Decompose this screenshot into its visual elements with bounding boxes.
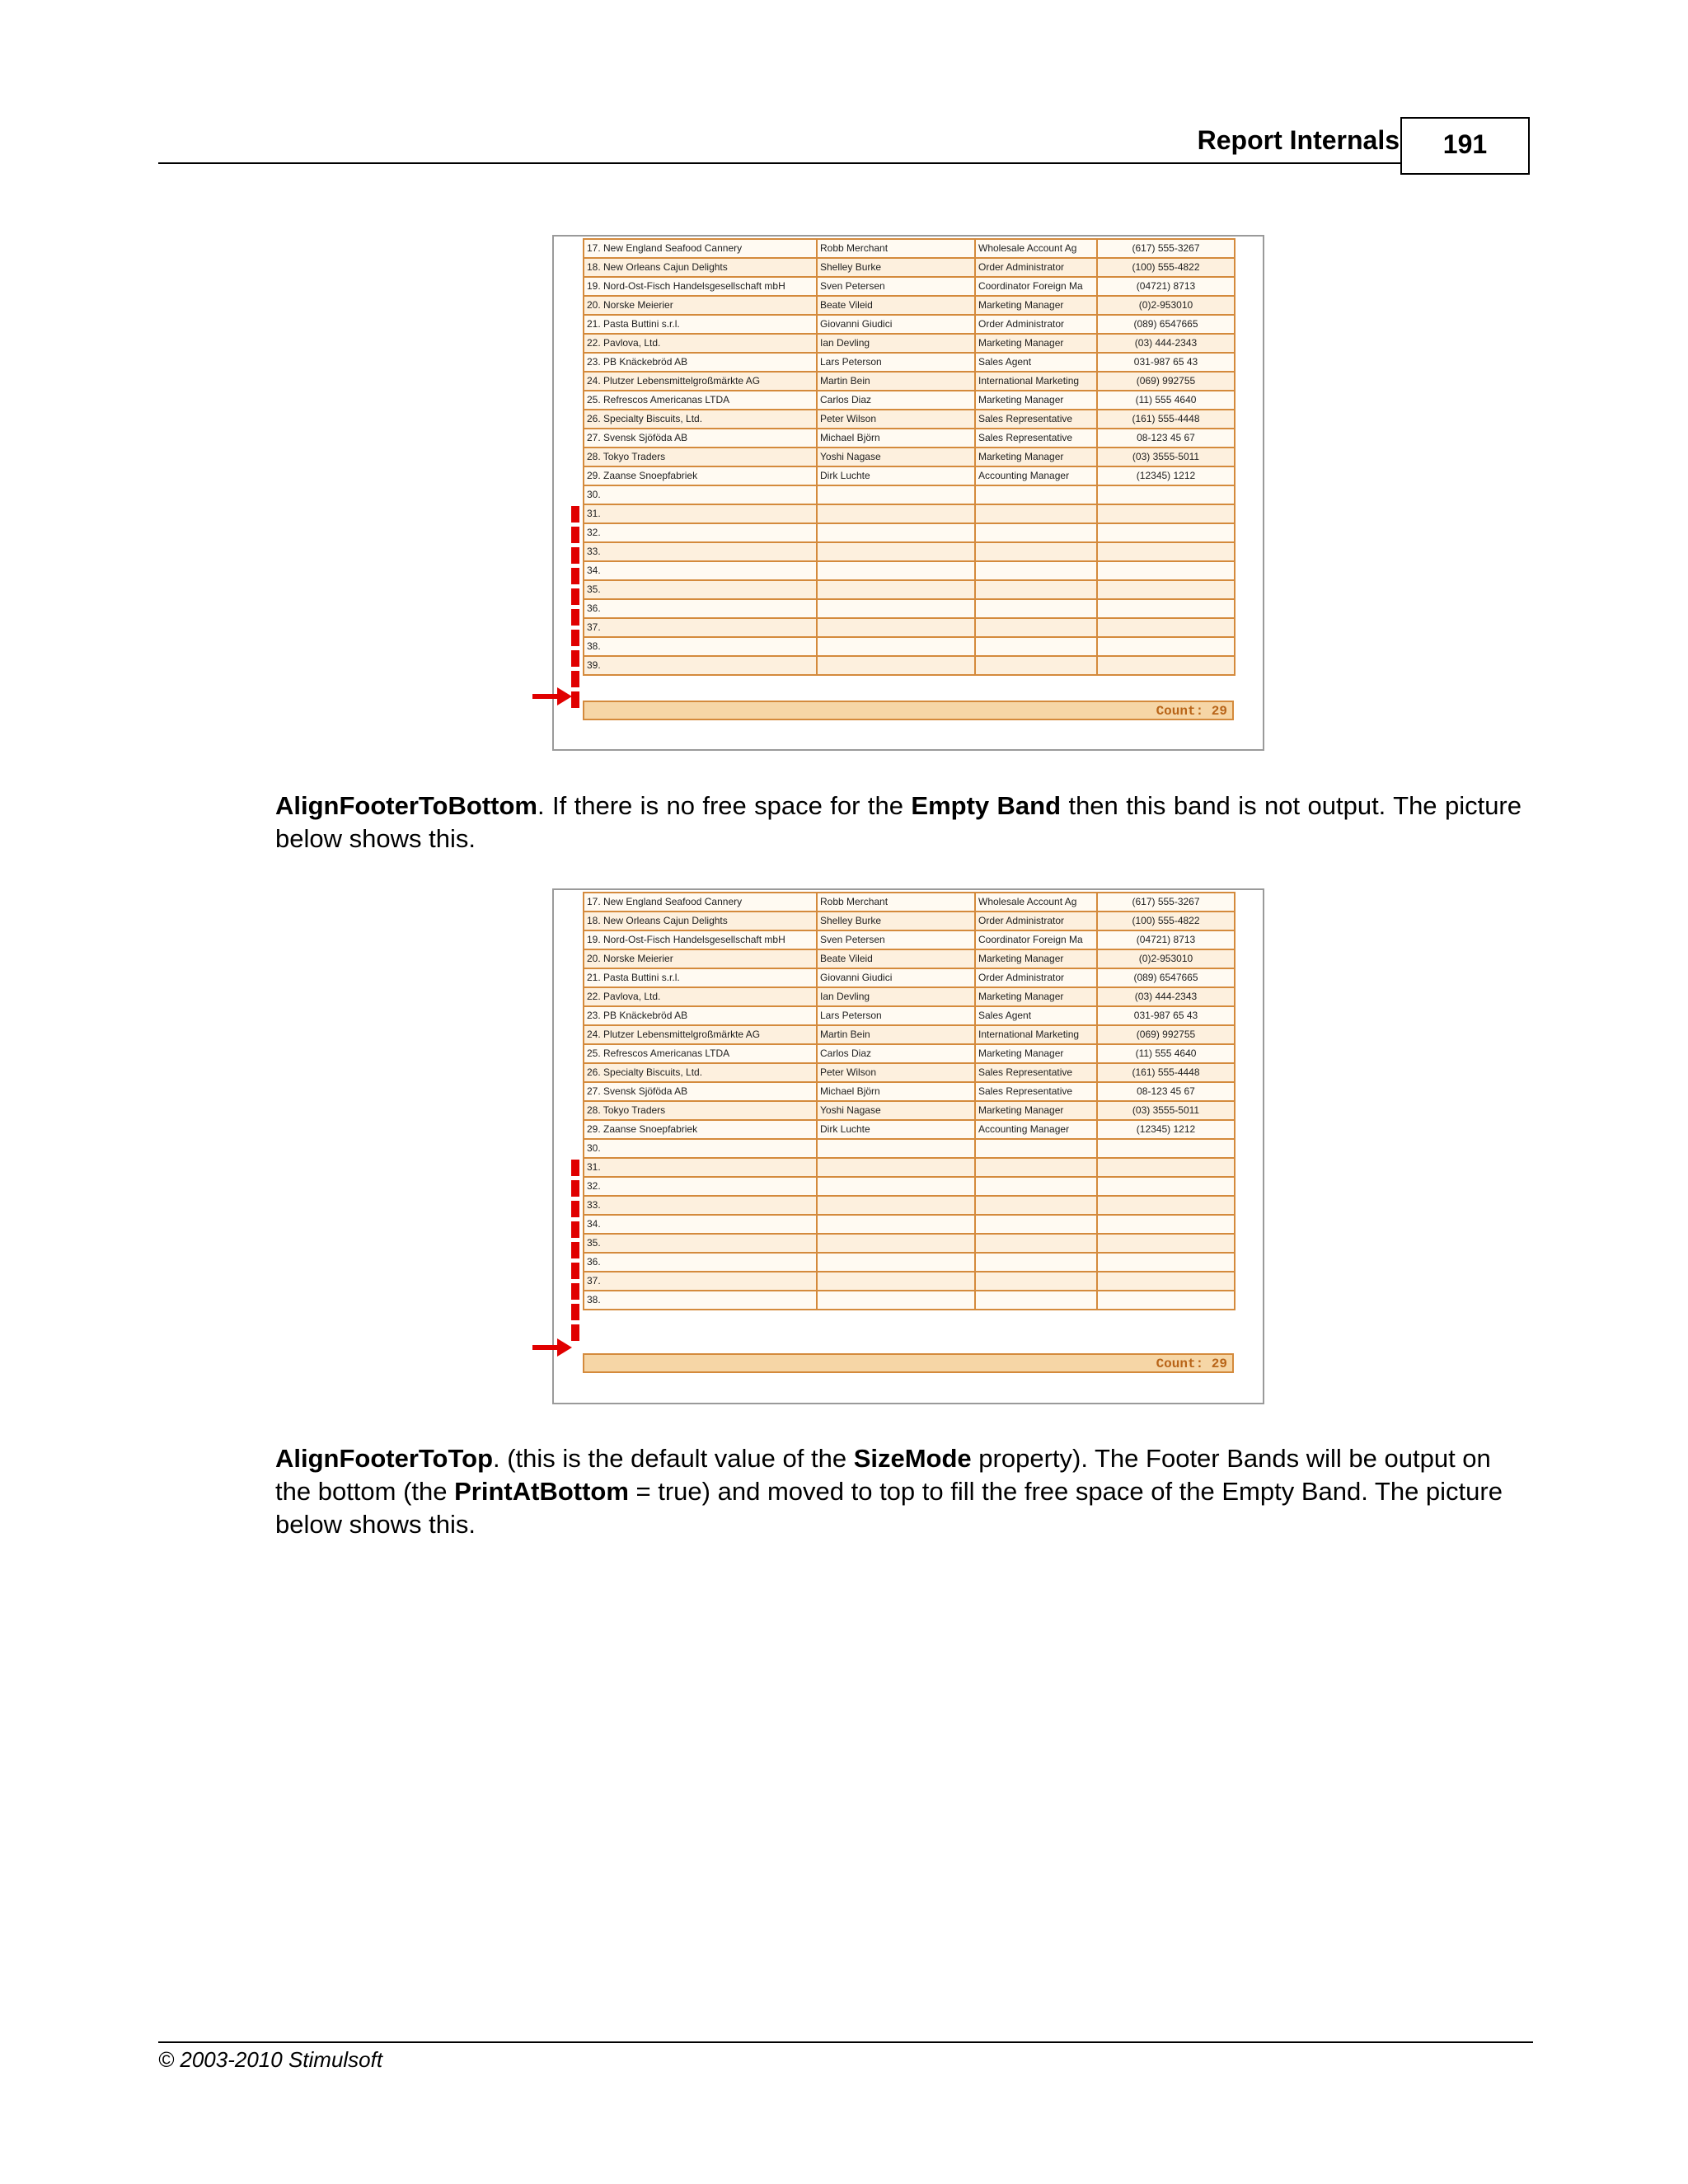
footer-count: Count: 29 (1156, 1357, 1227, 1371)
cell-company: 26. Specialty Biscuits, Ltd. (584, 1063, 817, 1082)
empty-band-row (584, 561, 1235, 580)
empty-cell (975, 1215, 1097, 1234)
cell-contact: Carlos Diaz (817, 391, 975, 410)
empty-cell (1097, 1158, 1235, 1177)
empty-cell (975, 1177, 1097, 1196)
empty-cell (817, 656, 975, 675)
table-row (584, 239, 1235, 258)
cell-title: Sales Representative (975, 1082, 1097, 1101)
table-row (584, 968, 1235, 987)
cell-phone: (03) 3555-5011 (1097, 1101, 1235, 1120)
cell-company: 20. Norske Meierier (584, 949, 817, 968)
empty-cell (817, 1158, 975, 1177)
empty-cell (817, 1139, 975, 1158)
cell-phone: (0)2-953010 (1097, 296, 1235, 315)
empty-cell (817, 1272, 975, 1291)
table-row (584, 410, 1235, 429)
cell-company: 26. Specialty Biscuits, Ltd. (584, 410, 817, 429)
empty-cell (1097, 1196, 1235, 1215)
cell-contact: Ian Devling (817, 334, 975, 353)
cell-phone: (089) 6547665 (1097, 315, 1235, 334)
cell-contact: Martin Bein (817, 372, 975, 391)
cell-company: 24. Plutzer Lebensmittelgroßmärkte AG (584, 372, 817, 391)
table-row (584, 1006, 1235, 1025)
table-row (584, 372, 1235, 391)
cell-company: 21. Pasta Buttini s.r.l. (584, 315, 817, 334)
empty-row-number: 33. (584, 542, 817, 561)
empty-cell (817, 1253, 975, 1272)
cell-title: Marketing Manager (975, 1044, 1097, 1063)
empty-row-number: 37. (584, 1272, 817, 1291)
cell-title: Order Administrator (975, 912, 1097, 930)
paragraph-text: then this band is not output. The picture below shows this. (275, 791, 1522, 853)
empty-cell (1097, 618, 1235, 637)
empty-cell (817, 637, 975, 656)
empty-band-row (584, 1234, 1235, 1253)
footer-band (583, 1353, 1234, 1373)
empty-cell (817, 542, 975, 561)
empty-cell (817, 1196, 975, 1215)
cell-phone: (03) 3555-5011 (1097, 448, 1235, 466)
cell-phone: (617) 555-3267 (1097, 893, 1235, 912)
term-size-mode: SizeMode (853, 1444, 972, 1473)
empty-cell (817, 504, 975, 523)
footer-rule (158, 2041, 1533, 2043)
term-align-footer-to-top: AlignFooterToTop (275, 1444, 493, 1473)
empty-cell (817, 1215, 975, 1234)
cell-phone: 08-123 45 67 (1097, 429, 1235, 448)
table-row (584, 277, 1235, 296)
empty-cell (1097, 656, 1235, 675)
cell-company: 20. Norske Meierier (584, 296, 817, 315)
cell-title: Marketing Manager (975, 448, 1097, 466)
empty-row-number: 39. (584, 656, 817, 675)
cell-company: 27. Svensk Sjöföda AB (584, 429, 817, 448)
cell-title: Sales Agent (975, 353, 1097, 372)
figure-align-footer-to-bottom (552, 235, 1264, 751)
empty-row-number: 32. (584, 1177, 817, 1196)
empty-cell (817, 561, 975, 580)
empty-cell (817, 485, 975, 504)
paragraph-text: property). The Footer Bands will be output on the bottom (the (275, 1444, 1491, 1506)
cell-company: 18. New Orleans Cajun Delights (584, 258, 817, 277)
cell-contact: Beate Vileid (817, 949, 975, 968)
paragraph-align-footer-to-top (275, 1442, 1522, 1541)
table-row (584, 930, 1235, 949)
empty-band-marker (571, 630, 579, 646)
empty-cell (975, 1272, 1097, 1291)
empty-cell (975, 1139, 1097, 1158)
cell-contact: Yoshi Nagase (817, 1101, 975, 1120)
cell-contact: Robb Merchant (817, 239, 975, 258)
cell-phone: (04721) 8713 (1097, 930, 1235, 949)
empty-band-row (584, 656, 1235, 675)
empty-row-number: 37. (584, 618, 817, 637)
empty-cell (975, 1158, 1097, 1177)
cell-title: Wholesale Account Ag (975, 239, 1097, 258)
cell-phone: (11) 555 4640 (1097, 391, 1235, 410)
empty-band-marker (571, 506, 579, 523)
empty-cell (817, 523, 975, 542)
empty-band-row (584, 599, 1235, 618)
cell-contact: Ian Devling (817, 987, 975, 1006)
table-row (584, 949, 1235, 968)
cell-company: 22. Pavlova, Ltd. (584, 987, 817, 1006)
cell-contact: Giovanni Giudici (817, 315, 975, 334)
cell-title: Sales Representative (975, 1063, 1097, 1082)
header-rule (158, 162, 1401, 164)
table-row (584, 1082, 1235, 1101)
cell-title: Sales Representative (975, 410, 1097, 429)
cell-title: Marketing Manager (975, 296, 1097, 315)
table-row (584, 1044, 1235, 1063)
cell-company: 23. PB Knäckebröd AB (584, 1006, 817, 1025)
empty-row-number: 31. (584, 504, 817, 523)
empty-cell (817, 1234, 975, 1253)
empty-cell (975, 580, 1097, 599)
empty-band-row (584, 1253, 1235, 1272)
cell-company: 23. PB Knäckebröd AB (584, 353, 817, 372)
footer-count: Count: 29 (1156, 704, 1227, 719)
table-row (584, 893, 1235, 912)
page-number: 191 (1400, 117, 1530, 175)
table-row (584, 1120, 1235, 1139)
paragraph-text: = true) and moved to top to fill the free space of the Empty Band. The picture below shows this. (275, 1477, 1503, 1539)
term-align-footer-to-bottom: AlignFooterToBottom (275, 791, 537, 820)
empty-cell (817, 1291, 975, 1310)
cell-company: 19. Nord-Ost-Fisch Handelsgesellschaft mbH (584, 930, 817, 949)
empty-cell (1097, 580, 1235, 599)
empty-cell (975, 656, 1097, 675)
empty-cell (1097, 1272, 1235, 1291)
cell-contact: Shelley Burke (817, 912, 975, 930)
empty-cell (975, 1253, 1097, 1272)
empty-row-number: 36. (584, 599, 817, 618)
empty-band-marker (571, 1304, 579, 1320)
empty-cell (1097, 1234, 1235, 1253)
paragraph-align-footer-to-bottom (275, 790, 1522, 855)
empty-band-marker (571, 1201, 579, 1217)
cell-title: Marketing Manager (975, 391, 1097, 410)
empty-band-marker (571, 1263, 579, 1279)
cell-phone: (03) 444-2343 (1097, 334, 1235, 353)
table-row (584, 315, 1235, 334)
cell-title: Order Administrator (975, 315, 1097, 334)
cell-company: 29. Zaanse Snoepfabriek (584, 466, 817, 485)
cell-company: 22. Pavlova, Ltd. (584, 334, 817, 353)
cell-phone: 031-987 65 43 (1097, 1006, 1235, 1025)
cell-phone: (100) 555-4822 (1097, 258, 1235, 277)
empty-cell (817, 580, 975, 599)
cell-phone: (11) 555 4640 (1097, 1044, 1235, 1063)
empty-band-marker (571, 650, 579, 667)
cell-phone: (069) 992755 (1097, 372, 1235, 391)
empty-band-row (584, 1215, 1235, 1234)
empty-row-number: 34. (584, 1215, 817, 1234)
cell-phone: (04721) 8713 (1097, 277, 1235, 296)
cell-contact: Shelley Burke (817, 258, 975, 277)
cell-company: 28. Tokyo Traders (584, 1101, 817, 1120)
term-empty-band: Empty Band (911, 791, 1062, 820)
cell-company: 29. Zaanse Snoepfabriek (584, 1120, 817, 1139)
empty-band-marker (571, 588, 579, 605)
cell-phone: 08-123 45 67 (1097, 1082, 1235, 1101)
empty-band-row (584, 1291, 1235, 1310)
empty-band-row (584, 1158, 1235, 1177)
cell-phone: (0)2-953010 (1097, 949, 1235, 968)
empty-row-number: 38. (584, 1291, 817, 1310)
arrow-icon (532, 687, 574, 706)
cell-contact: Beate Vileid (817, 296, 975, 315)
report-table (583, 892, 1236, 1310)
empty-band-marker (571, 609, 579, 626)
empty-cell (1097, 523, 1235, 542)
cell-title: Marketing Manager (975, 949, 1097, 968)
empty-band-row (584, 523, 1235, 542)
empty-cell (975, 1234, 1097, 1253)
arrow-icon (532, 1338, 574, 1357)
footer-band (583, 701, 1234, 720)
cell-contact: Sven Petersen (817, 277, 975, 296)
table-row (584, 1101, 1235, 1120)
empty-row-number: 31. (584, 1158, 817, 1177)
cell-title: Coordinator Foreign Ma (975, 930, 1097, 949)
empty-band-marker (571, 568, 579, 584)
table-row (584, 1063, 1235, 1082)
cell-title: Sales Representative (975, 429, 1097, 448)
empty-band-row (584, 580, 1235, 599)
table-row (584, 334, 1235, 353)
empty-band-row (584, 504, 1235, 523)
empty-cell (1097, 1291, 1235, 1310)
empty-cell (817, 1177, 975, 1196)
empty-cell (975, 599, 1097, 618)
table-row (584, 987, 1235, 1006)
cell-title: Wholesale Account Ag (975, 893, 1097, 912)
term-print-at-bottom: PrintAtBottom (454, 1477, 629, 1506)
empty-cell (817, 618, 975, 637)
cell-company: 25. Refrescos Americanas LTDA (584, 391, 817, 410)
cell-title: Marketing Manager (975, 1101, 1097, 1120)
table-row (584, 353, 1235, 372)
cell-title: Marketing Manager (975, 987, 1097, 1006)
table-row (584, 258, 1235, 277)
section-title: Report Internals (1197, 125, 1400, 155)
cell-phone: (617) 555-3267 (1097, 239, 1235, 258)
paragraph-text: . (this is the default value of the (493, 1444, 854, 1473)
empty-cell (975, 542, 1097, 561)
table-row (584, 448, 1235, 466)
cell-company: 21. Pasta Buttini s.r.l. (584, 968, 817, 987)
empty-cell (1097, 1253, 1235, 1272)
cell-phone: (100) 555-4822 (1097, 912, 1235, 930)
cell-contact: Peter Wilson (817, 1063, 975, 1082)
cell-contact: Martin Bein (817, 1025, 975, 1044)
empty-band-marker (571, 547, 579, 564)
empty-cell (975, 1196, 1097, 1215)
empty-row-number: 30. (584, 485, 817, 504)
cell-company: 19. Nord-Ost-Fisch Handelsgesellschaft mbH (584, 277, 817, 296)
cell-company: 17. New England Seafood Cannery (584, 239, 817, 258)
empty-cell (975, 618, 1097, 637)
empty-cell (1097, 542, 1235, 561)
cell-contact: Dirk Luchte (817, 1120, 975, 1139)
cell-phone: 031-987 65 43 (1097, 353, 1235, 372)
empty-band-marker (571, 1160, 579, 1176)
empty-cell (975, 1291, 1097, 1310)
empty-cell (975, 561, 1097, 580)
cell-phone: (069) 992755 (1097, 1025, 1235, 1044)
figure-align-footer-to-top (552, 888, 1264, 1404)
cell-company: 17. New England Seafood Cannery (584, 893, 817, 912)
cell-company: 18. New Orleans Cajun Delights (584, 912, 817, 930)
cell-contact: Yoshi Nagase (817, 448, 975, 466)
empty-cell (1097, 637, 1235, 656)
empty-band-row (584, 1196, 1235, 1215)
empty-row-number: 36. (584, 1253, 817, 1272)
empty-cell (975, 485, 1097, 504)
cell-phone: (03) 444-2343 (1097, 987, 1235, 1006)
empty-band-row (584, 637, 1235, 656)
empty-cell (1097, 485, 1235, 504)
cell-title: Marketing Manager (975, 334, 1097, 353)
cell-title: Accounting Manager (975, 1120, 1097, 1139)
table-row (584, 466, 1235, 485)
empty-cell (1097, 1215, 1235, 1234)
empty-band-marker (571, 1283, 579, 1300)
copyright: © 2003-2010 Stimulsoft (158, 2047, 383, 2072)
empty-band-row (584, 618, 1235, 637)
table-row (584, 429, 1235, 448)
cell-contact: Robb Merchant (817, 893, 975, 912)
empty-band-marker (571, 1242, 579, 1258)
empty-band-marker (571, 1221, 579, 1238)
empty-cell (975, 504, 1097, 523)
cell-company: 27. Svensk Sjöföda AB (584, 1082, 817, 1101)
empty-row-number: 35. (584, 1234, 817, 1253)
cell-title: Sales Agent (975, 1006, 1097, 1025)
cell-contact: Michael Björn (817, 1082, 975, 1101)
empty-cell (1097, 1177, 1235, 1196)
cell-contact: Lars Peterson (817, 1006, 975, 1025)
empty-cell (975, 523, 1097, 542)
cell-title: Coordinator Foreign Ma (975, 277, 1097, 296)
empty-band-marker (571, 1180, 579, 1197)
cell-title: Accounting Manager (975, 466, 1097, 485)
empty-row-number: 34. (584, 561, 817, 580)
empty-band-row (584, 1272, 1235, 1291)
cell-title: Order Administrator (975, 968, 1097, 987)
cell-company: 24. Plutzer Lebensmittelgroßmärkte AG (584, 1025, 817, 1044)
empty-cell (817, 599, 975, 618)
cell-phone: (12345) 1212 (1097, 1120, 1235, 1139)
empty-row-number: 33. (584, 1196, 817, 1215)
empty-cell (1097, 599, 1235, 618)
paragraph-text: . If there is no free space for the (537, 791, 912, 820)
table-row (584, 912, 1235, 930)
cell-phone: (12345) 1212 (1097, 466, 1235, 485)
cell-contact: Lars Peterson (817, 353, 975, 372)
empty-row-number: 38. (584, 637, 817, 656)
empty-band-row (584, 485, 1235, 504)
cell-title: Order Administrator (975, 258, 1097, 277)
cell-contact: Michael Björn (817, 429, 975, 448)
cell-title: International Marketing (975, 1025, 1097, 1044)
cell-phone: (089) 6547665 (1097, 968, 1235, 987)
cell-company: 25. Refrescos Americanas LTDA (584, 1044, 817, 1063)
table-row (584, 1025, 1235, 1044)
report-table (583, 238, 1236, 676)
empty-band-row (584, 542, 1235, 561)
empty-band-row (584, 1139, 1235, 1158)
cell-phone: (161) 555-4448 (1097, 410, 1235, 429)
cell-contact: Giovanni Giudici (817, 968, 975, 987)
cell-contact: Carlos Diaz (817, 1044, 975, 1063)
empty-row-number: 30. (584, 1139, 817, 1158)
empty-cell (1097, 1139, 1235, 1158)
empty-band-marker (571, 671, 579, 687)
table-row (584, 296, 1235, 315)
cell-phone: (161) 555-4448 (1097, 1063, 1235, 1082)
empty-row-number: 35. (584, 580, 817, 599)
cell-contact: Peter Wilson (817, 410, 975, 429)
empty-row-number: 32. (584, 523, 817, 542)
empty-band-row (584, 1177, 1235, 1196)
table-row (584, 391, 1235, 410)
empty-cell (975, 637, 1097, 656)
cell-company: 28. Tokyo Traders (584, 448, 817, 466)
empty-band-marker (571, 527, 579, 543)
cell-contact: Dirk Luchte (817, 466, 975, 485)
empty-cell (1097, 504, 1235, 523)
empty-cell (1097, 561, 1235, 580)
cell-title: International Marketing (975, 372, 1097, 391)
cell-contact: Sven Petersen (817, 930, 975, 949)
